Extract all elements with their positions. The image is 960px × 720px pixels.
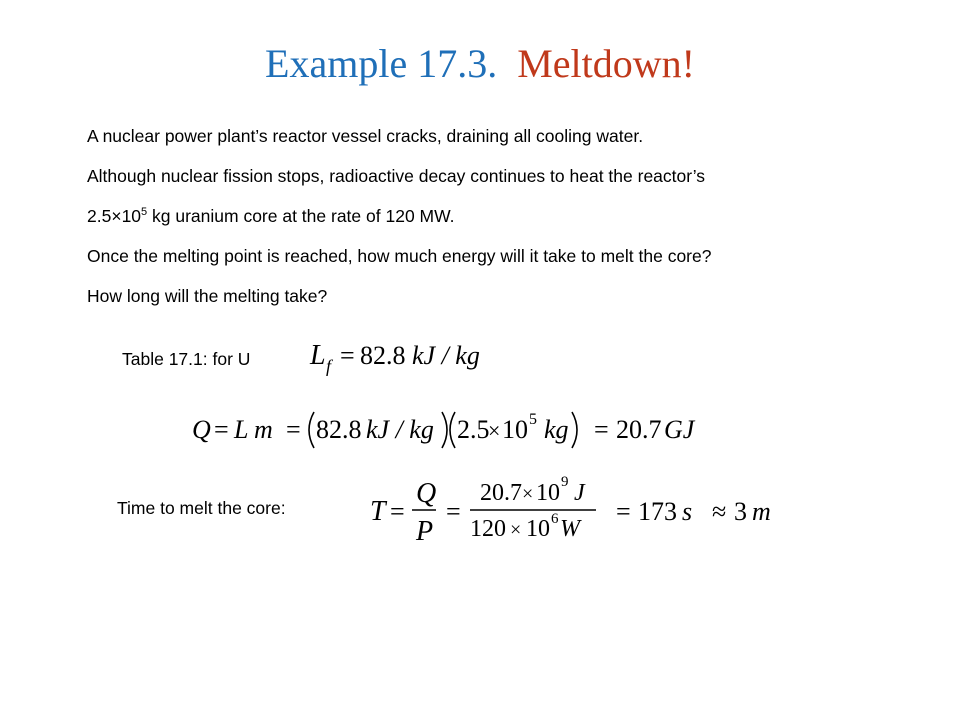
latent-heat-symbol: L (310, 340, 326, 371)
equals-sign: = (286, 415, 301, 444)
left-paren (450, 412, 455, 448)
fraction1-denominator: P (416, 516, 434, 547)
time-symbol: T (370, 496, 386, 527)
mass-symbol: m (254, 415, 273, 444)
title-example-number: Example 17.3. (265, 41, 498, 86)
denominator-value: 120 (470, 516, 506, 542)
factor2-exponent: 5 (529, 411, 537, 428)
factor2-mantissa: 2.5 (457, 415, 490, 444)
numerator-exponent: 9 (561, 474, 569, 490)
mass-exponent: 5 (141, 206, 148, 218)
energy-result-unit: GJ (664, 415, 695, 444)
approx-unit: m (752, 497, 771, 526)
time-result: 173 (638, 497, 677, 526)
mass-mantissa: 2.5 (87, 206, 112, 226)
approx-value: 3 (734, 497, 747, 526)
factor1-unit: kJ / kg (366, 415, 434, 444)
latent-heat-value: 82.8 (360, 341, 406, 370)
factor2-base: 10 (502, 415, 528, 444)
times-sign: × (111, 206, 122, 226)
problem-line-1: A nuclear power plant’s reactor vessel cracks, draining all cooling water. (87, 126, 644, 146)
equals-sign: = (446, 497, 461, 526)
fraction1-numerator: Q (416, 478, 437, 509)
problem-line-5: How long will the melting take? (87, 286, 328, 306)
time-label: Time to melt the core: (117, 498, 286, 518)
right-paren (572, 412, 577, 448)
problem-line-3 (87, 206, 917, 227)
denominator-base: 10 (526, 516, 550, 542)
denominator-exponent: 6 (551, 511, 559, 527)
table-ref-label: Table 17.1: for U (122, 349, 251, 369)
factor2-unit: kg (544, 415, 569, 444)
numerator-base: 10 (536, 480, 560, 506)
equals-sign: = (390, 497, 405, 526)
approx-sign: ≈ (712, 497, 727, 526)
title-topic: Meltdown! (517, 41, 695, 86)
right-paren (442, 412, 447, 448)
equals-sign: = (616, 497, 631, 526)
energy-equation (192, 404, 732, 452)
denominator-unit: W (560, 516, 580, 542)
slide-title (0, 40, 960, 88)
latent-heat-symbol: L (234, 415, 249, 444)
times-sign: × (488, 418, 501, 443)
numerator-value: 20.7 (480, 480, 522, 506)
left-paren (309, 412, 314, 448)
latent-heat-subscript: f (326, 356, 332, 376)
problem-line-4: Once the melting point is reached, how much energy will it take to melt the core? (87, 246, 712, 266)
time-equation (370, 474, 790, 546)
mass-rest: kg uranium core at the rate of 120 MW. (147, 206, 455, 226)
times-sign: × (510, 519, 522, 541)
mass-base: 10 (121, 206, 142, 226)
problem-line-2: Although nuclear fission stops, radioactive decay continues to heat the reactor’s (87, 166, 706, 186)
factor1-value: 82.8 (316, 415, 362, 444)
equals-sign: = (594, 415, 609, 444)
numerator-unit: J (574, 480, 585, 506)
equals-sign: = (340, 341, 355, 370)
latent-heat-unit: kJ / kg (412, 341, 480, 370)
latent-heat-equation (310, 336, 490, 378)
equals-sign: = (214, 415, 229, 444)
energy-result: 20.7 (616, 415, 662, 444)
time-result-unit: s (682, 497, 693, 526)
times-sign: × (522, 483, 534, 505)
energy-symbol: Q (192, 415, 211, 444)
